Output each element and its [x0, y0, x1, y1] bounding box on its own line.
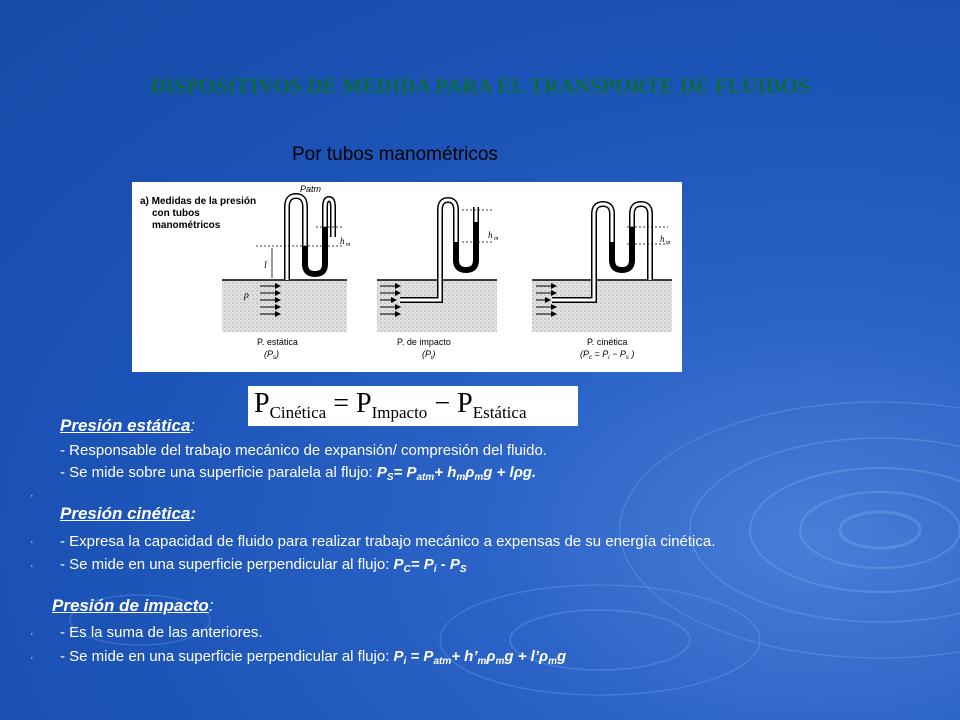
- estatica-title: Presión estática: [60, 416, 191, 435]
- figure-caption-1: a) Medidas de la presión: [140, 196, 257, 207]
- panel2-sym: (P: [422, 349, 431, 359]
- estatica-f-rho: ρ: [465, 464, 475, 481]
- impacto-f-mid: g + l’ρ: [504, 648, 549, 665]
- estatica-f-m: m: [456, 472, 466, 483]
- panel1-sym: (P: [264, 349, 273, 359]
- figure-caption-3: manométricos: [152, 220, 221, 231]
- panel1-sym-end: ): [276, 349, 279, 359]
- estatica-f-rho-sub: m: [474, 472, 484, 483]
- cinetica-colon: :: [190, 504, 197, 523]
- impacto-f-p: P: [393, 648, 404, 665]
- section-cinetica-header: [60, 504, 196, 524]
- impacto-title: Presión de impacto: [52, 596, 209, 615]
- panel3-sym-sub: c: [589, 355, 592, 361]
- label-hm-3-sub: m: [666, 240, 671, 246]
- cinetica-line-2: [60, 556, 467, 575]
- impacto-f-rho-sub: m: [495, 656, 505, 667]
- svg-text:(Pc = Pi − Ps ): [580, 349, 634, 361]
- label-l: l: [264, 260, 267, 271]
- page-title: DISPOSITIVOS DE MEDIDA PARA EL TRANSPORTE DE FLUIDOS: [150, 74, 810, 98]
- bullet-1: ·: [30, 490, 34, 502]
- impacto-f-atm: atm: [433, 656, 452, 667]
- impacto-line-2: [60, 648, 566, 667]
- formula-cinetica: Cinética: [269, 403, 327, 422]
- impacto-f-m: m: [477, 656, 487, 667]
- impacto-f-rho: ρ: [486, 648, 496, 665]
- cinetica-f-eq: = P: [410, 556, 434, 573]
- impacto-f-plus: + h’: [451, 648, 478, 665]
- impacto-f-p-sub: i: [403, 656, 407, 667]
- cinetica-f-s: S: [459, 564, 467, 575]
- panel2-sym-sub: i: [431, 355, 433, 361]
- formula-p1: P: [254, 388, 270, 419]
- impacto-line-2-text: - Se mide en una superficie perpendicular al flujo:: [60, 648, 394, 665]
- cinetica-line-1: - Expresa la capacidad de fluido para realizar trabajo mecánico a expensas de su energía cinética.: [60, 533, 716, 550]
- estatica-line-2-text: - Se mide sobre una superficie paralela al flujo:: [60, 464, 377, 481]
- panel2-label: P. de impacto: [397, 337, 451, 347]
- estatica-f-p: P: [376, 464, 387, 481]
- panel3-label: P. cinética: [587, 337, 628, 347]
- impacto-f-end: g: [557, 648, 567, 665]
- estatica-f-end: g + lρg.: [483, 464, 537, 481]
- estatica-f-p-sub: S: [386, 472, 394, 483]
- panel3-sym-mid2: − P: [609, 349, 626, 359]
- label-hm-1-sub: m: [346, 242, 351, 248]
- cinetica-f-p-sub: C: [403, 564, 411, 575]
- figure-title: Por tubos manométricos: [292, 144, 498, 165]
- estatica-line-1: - Responsable del trabajo mecánico de expansión/ compresión del fluido.: [60, 442, 547, 459]
- formula-p3: P: [457, 388, 473, 419]
- formula-p2: P: [356, 388, 372, 419]
- impacto-colon: :: [208, 596, 214, 615]
- impacto-f-rho2-sub: m: [548, 656, 557, 667]
- manometer-figure: [132, 182, 682, 372]
- cinetica-line-2-text: - Se mide en una superficie perpendicular al flujo:: [60, 556, 394, 573]
- bullet-5: ·: [30, 652, 34, 664]
- panel3-sym: (P: [580, 349, 589, 359]
- label-hm-3: h: [660, 234, 665, 244]
- panel1-label: P. estática: [257, 337, 298, 347]
- cinetica-f-minus: - P: [436, 556, 460, 573]
- estatica-f-atm: atm: [416, 472, 435, 483]
- formula-estatica: Estática: [472, 403, 527, 422]
- bullet-4: ·: [30, 628, 34, 640]
- bullet-3: ·: [30, 560, 34, 572]
- label-rho: ρ: [244, 290, 249, 301]
- cinetica-f-i: i: [433, 564, 437, 575]
- panel3-sym-sub2: i: [608, 355, 610, 361]
- cinetica-title: Presión cinética: [60, 504, 191, 523]
- impacto-line-1: - Es la suma de las anteriores.: [60, 624, 263, 641]
- manometer-diagram: [132, 182, 682, 372]
- label-hm-2: h: [488, 230, 493, 240]
- panel2-sym-end: ): [432, 349, 436, 359]
- estatica-line-2: [60, 464, 536, 483]
- bullet-2: ·: [30, 536, 34, 548]
- svg-text:(Pi): [422, 349, 435, 361]
- figure-caption-2: con tubos: [152, 208, 200, 219]
- pressure-formula: [248, 386, 578, 426]
- formula-minus: −: [434, 388, 451, 419]
- section-impacto-header: [52, 596, 214, 616]
- panel-impact: [377, 200, 499, 361]
- estatica-f-plus: + h: [434, 464, 457, 481]
- panel-static: [222, 184, 351, 361]
- estatica-f-eq: = P: [393, 464, 417, 481]
- formula-impacto: Impacto: [371, 403, 428, 422]
- svg-text:(Ps): [264, 349, 279, 361]
- label-hm-1: h: [340, 236, 345, 246]
- panel-kinetic: [532, 204, 672, 361]
- panel1-sym-sub: s: [273, 355, 276, 361]
- panel3-sym-sub3: s: [625, 355, 629, 361]
- panel3-sym-end: ): [628, 349, 635, 359]
- label-hm-2-sub: m: [494, 236, 499, 242]
- panel3-sym-mid: = P: [592, 349, 609, 359]
- impacto-f-eq: = P: [406, 648, 434, 665]
- estatica-colon: :: [190, 416, 196, 435]
- formula-eq: =: [333, 388, 350, 419]
- label-patm: Patm: [300, 184, 322, 194]
- section-estatica-header: [60, 416, 195, 436]
- cinetica-f-p: P: [393, 556, 404, 573]
